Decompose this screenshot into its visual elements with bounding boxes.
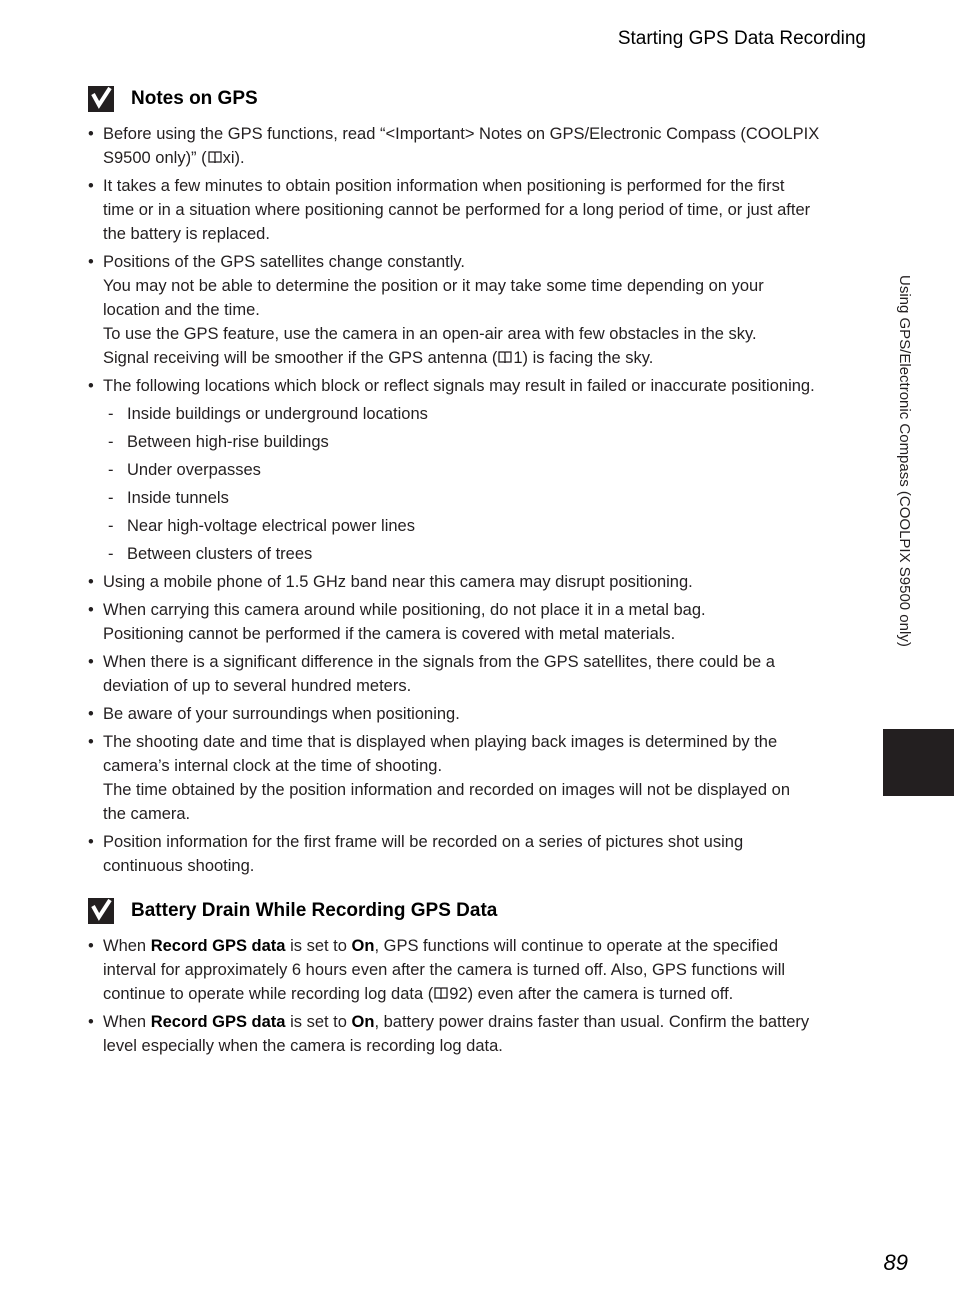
list-item bbox=[88, 650, 870, 698]
text-line: interval for approximately 6 hours even after the camera is turned off. Also, GPS functions will bbox=[103, 961, 786, 979]
text-line: • The shooting date and time that is displayed when playing back images is determined by the bbox=[103, 733, 778, 751]
text-line: continuous shooting. bbox=[103, 857, 255, 875]
list-item bbox=[88, 174, 870, 246]
battery-heading bbox=[88, 898, 497, 924]
list-item bbox=[88, 122, 870, 170]
menu-item-name: Record GPS data bbox=[150, 937, 286, 955]
text-line: location and the time. bbox=[103, 301, 260, 319]
text-line: • When Record GPS data is set to On, battery power drains faster than usual. Confirm the battery bbox=[103, 1013, 810, 1031]
sub-list-item: - Between high-rise buildings bbox=[103, 430, 870, 454]
text-line: Signal receiving will be smoother if the GPS antenna ( 1) is facing the sky. bbox=[103, 349, 654, 367]
list-item bbox=[88, 934, 870, 1006]
sub-list-item: - Under overpasses bbox=[103, 458, 870, 482]
list-item bbox=[88, 598, 870, 646]
sub-list-item: - Near high-voltage electrical power lines bbox=[103, 514, 870, 538]
text-line: • It takes a few minutes to obtain position information when positioning is performed for the first bbox=[103, 177, 785, 195]
list-item bbox=[88, 250, 870, 370]
location-sub-list bbox=[103, 402, 870, 566]
text-line: • When carrying this camera around while positioning, do not place it in a metal bag. bbox=[103, 601, 706, 619]
notes-list bbox=[88, 122, 870, 882]
text-line: the battery is replaced. bbox=[103, 225, 270, 243]
text-line: • When there is a significant difference in the signals from the GPS satellites, there could be a bbox=[103, 653, 775, 671]
text-line: deviation of up to several hundred meters. bbox=[103, 677, 412, 695]
list-item bbox=[88, 570, 870, 594]
text-line: time or in a situation where positioning cannot be performed for a long period of time, or just after bbox=[103, 201, 811, 219]
check-note-icon bbox=[88, 898, 114, 924]
text-line: • Before using the GPS functions, read “<Important> Notes on GPS/Electronic Compass (COOLPIX bbox=[103, 125, 820, 143]
text-line: To use the GPS feature, use the camera in an open-air area with few obstacles in the sky. bbox=[103, 325, 757, 343]
book-reference-icon bbox=[498, 351, 512, 364]
notes-title: Notes on GPS bbox=[131, 88, 258, 109]
side-tab-marker bbox=[883, 729, 954, 796]
menu-item-name: Record GPS data bbox=[150, 1013, 286, 1031]
text-line: S9500 only)” ( xi). bbox=[103, 149, 245, 167]
text-line: continue to operate while recording log data ( 92) even after the camera is turned off. bbox=[103, 985, 734, 1003]
list-item bbox=[88, 702, 870, 726]
text-line: • Positions of the GPS satellites change constantly. bbox=[103, 253, 465, 271]
side-tab-label: Using GPS/Electronic Compass (COOLPIX S9500 only) bbox=[896, 275, 913, 647]
text-line: Positioning cannot be performed if the camera is covered with metal materials. bbox=[103, 625, 676, 643]
setting-value: On bbox=[351, 1013, 375, 1031]
setting-value: On bbox=[351, 937, 375, 955]
text-line: camera’s internal clock at the time of shooting. bbox=[103, 757, 443, 775]
running-head: Starting GPS Data Recording bbox=[617, 28, 866, 49]
list-item bbox=[88, 1010, 870, 1058]
book-reference-icon bbox=[434, 987, 448, 1000]
text-line: You may not be able to determine the position or it may take some time depending on your bbox=[103, 277, 764, 295]
text-line: the camera. bbox=[103, 805, 191, 823]
battery-title: Battery Drain While Recording GPS Data bbox=[131, 900, 498, 921]
list-item bbox=[88, 374, 870, 566]
text-line: • When Record GPS data is set to On, GPS functions will continue to operate at the specified bbox=[103, 937, 779, 955]
sub-list-item: - Inside buildings or underground locations bbox=[103, 402, 870, 426]
text-line: • Using a mobile phone of 1.5 GHz band near this camera may disrupt positioning. bbox=[103, 573, 693, 591]
notes-heading bbox=[88, 86, 258, 112]
text-line: The time obtained by the position information and recorded on images will not be displayed on bbox=[103, 781, 790, 799]
sub-list-item: - Between clusters of trees bbox=[103, 542, 870, 566]
list-item bbox=[88, 730, 870, 826]
list-item bbox=[88, 830, 870, 878]
battery-list bbox=[88, 934, 870, 1062]
text-line: • The following locations which block or reflect signals may result in failed or inaccurate positioning. bbox=[103, 377, 815, 395]
text-line: • Position information for the first frame will be recorded on a series of pictures shot using bbox=[103, 833, 744, 851]
check-note-icon bbox=[88, 86, 114, 112]
text-line: • Be aware of your surroundings when positioning. bbox=[103, 705, 460, 723]
sub-list-item: - Inside tunnels bbox=[103, 486, 870, 510]
text-line: level especially when the camera is recording log data. bbox=[103, 1037, 503, 1055]
book-reference-icon bbox=[208, 151, 222, 164]
page-number: 89 bbox=[883, 1250, 908, 1275]
